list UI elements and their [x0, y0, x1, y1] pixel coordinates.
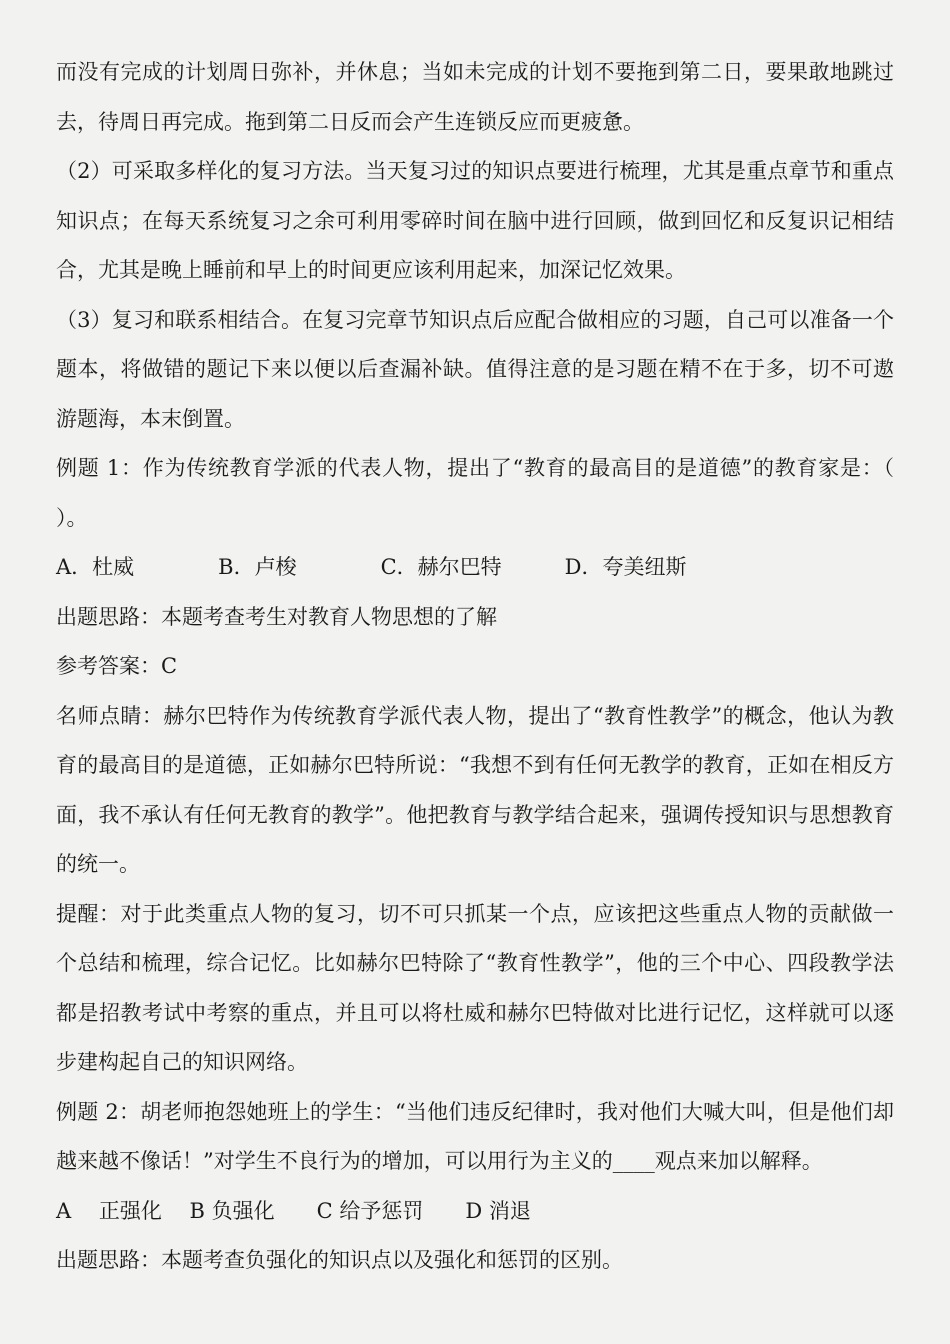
example1-reminder: 提醒：对于此类重点人物的复习，切不可只抓某一个点，应该把这些重点人物的贡献做一个总结和梳理，综合记忆。比如赫尔巴特除了“教育性教学”，他的三个中心、四段教学法都是招教考试中考察的重点，并且可以将杜威和赫尔巴特做对比进行记忆，这样就可以逐步建构起自己的知识网络。 [56, 901, 894, 1074]
example1-approach: 出题思路：本题考查考生对教育人物思想的了解 [56, 604, 497, 629]
paragraph-review-methods: （2）可采取多样化的复习方法。当天复习过的知识点要进行梳理，尤其是重点章节和重点知识点；在每天系统复习之余可利用零碎时间在脑中进行回顾，做到回忆和反复识记相结合，尤其是晚上睡前和早上的时间更应该利用起来，加深记忆效果。 [56, 159, 894, 282]
example1-answer: 参考答案：C [56, 654, 178, 678]
example1-comment: 名师点睛：赫尔巴特作为传统教育学派代表人物，提出了“教育性教学”的概念，他认为教育的最高目的是道德，正如赫尔巴特所说：“我想不到有任何无教学的教育，正如在相反方面，我不承认有任何无教育的教学”。他把教育与教学结合起来，强调传授知识与思想教育的统一。 [56, 703, 894, 876]
example2-question: 例题 2：胡老师抱怨她班上的学生：“当他们违反纪律时，我对他们大喊大叫，但是他们却越来越不像话！”对学生不良行为的增加，可以用行为主义的____观点来加以解释。 [56, 1099, 894, 1173]
example1-question: 例题 1：作为传统教育学派的代表人物，提出了“教育的最高目的是道德”的教育家是：（ ）。 [56, 456, 936, 530]
example2-approach: 出题思路：本题考查负强化的知识点以及强化和惩罚的区别。 [56, 1248, 623, 1272]
paragraph-plan-continuation: 而没有完成的计划周日弥补，并休息；当如未完成的计划不要拖到第二日，要果敢地跳过去，待周日再完成。拖到第二日反而会产生连锁反应而更疲惫。 [56, 60, 894, 134]
paragraph-review-practice: （3）复习和联系相结合。在复习完章节知识点后应配合做相应的习题，自己可以准备一个题本，将做错的题记下来以便以后查漏补缺。值得注意的是习题在精不在于多，切不可遨游题海，本末倒置。 [56, 307, 894, 431]
example1-options: A．杜威 B．卢梭 C．赫尔巴特 D．夸美纽斯 [56, 555, 687, 579]
example2-options: A 正强化 B 负强化 C 给予惩罚 D 消退 [56, 1198, 531, 1223]
